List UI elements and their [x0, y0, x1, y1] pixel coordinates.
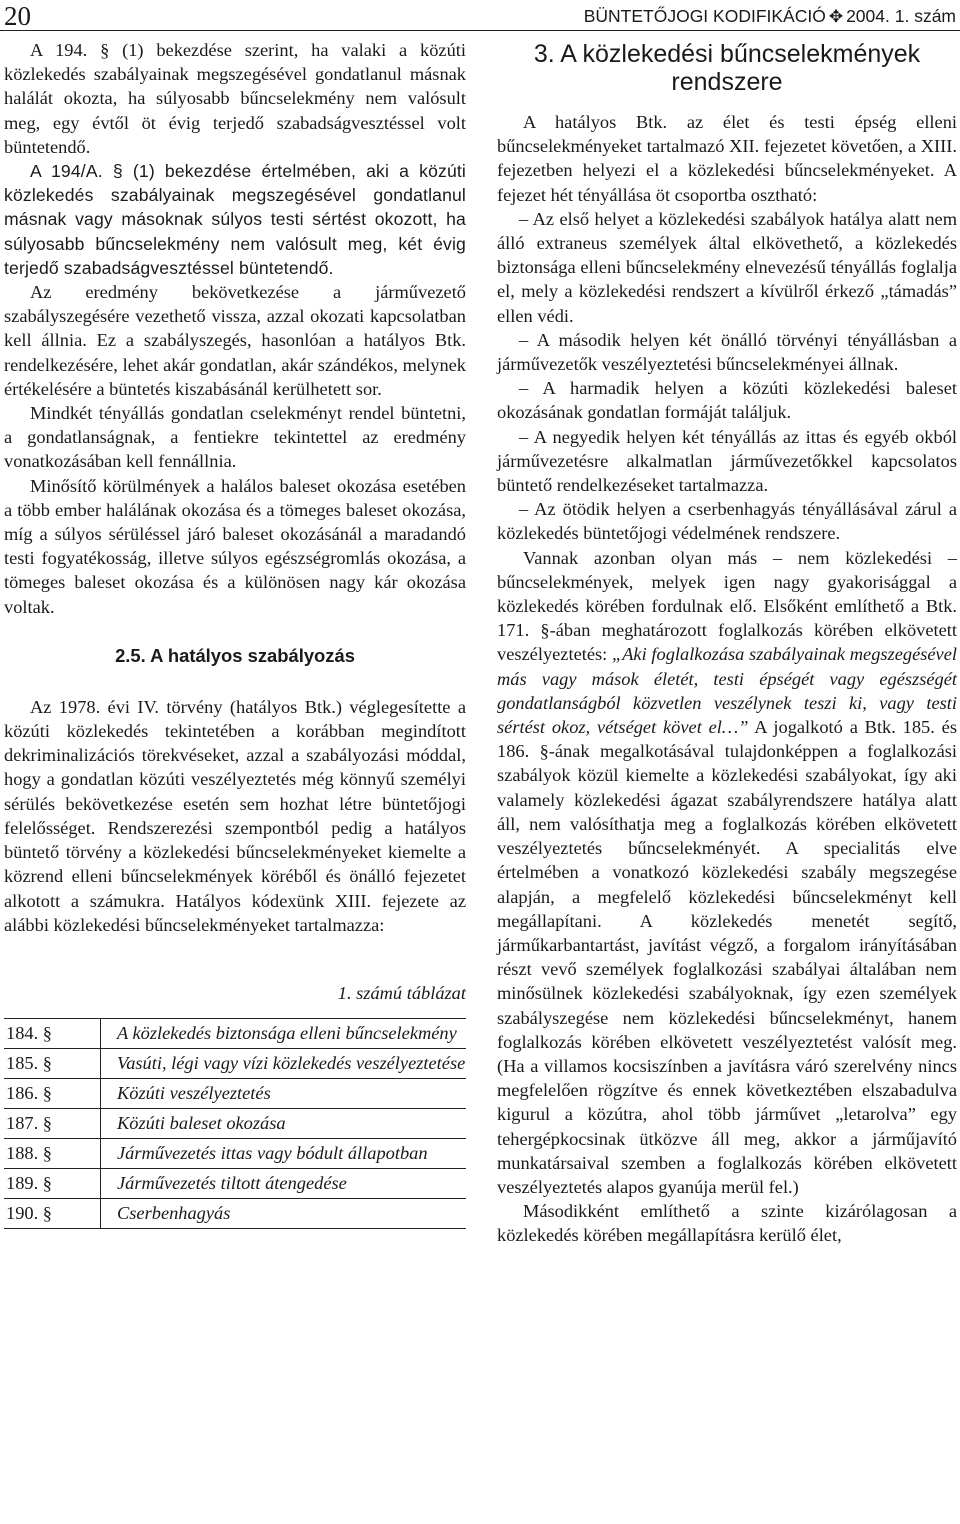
paragraph-194a: A 194/A. § (1) bekezdése értelmében, aki a közúti közlekedés szabályainak megszegésével gondatlanul másnak vagy másoknak súlyos testi sértést okozott, ha súlyosabb bűncselekmény nem valósult meg, két évig terjedő szabadságvesztéssel büntetendő. — [4, 161, 466, 278]
paragraph-structure: A hatályos Btk. az élet és testi épség elleni bűncselekményeket tartalmazó XII. fejezetet követően, a XIII. fejezetben helyezi el a közlekedési bűncselekményeket. A fejezet hét tényállása öt csoportba osztható: — [497, 112, 957, 205]
running-title-line — [584, 6, 956, 27]
list-item-fourth-group: – A negyedik helyen két tényállás az ittas és egyéb okból járművezetésre alkalmatlan járművezetőkkel kapcsolatos büntető rendelkezéseket tartalmazza. — [497, 426, 957, 496]
table-row — [4, 1108, 466, 1138]
table-row — [4, 1138, 466, 1168]
section-number: 187. § — [4, 1108, 101, 1138]
table-row — [4, 1048, 466, 1078]
paragraph-aggravating: Minősítő körülmények a halálos baleset okozása esetében a több ember halálának okozása és a tömeges baleset okozása, míg a súlyos sérüléssel járó baleset okozásánál a maradandó testi fogyatékosság, illetve súlyos egészségromlás okozása, a tömeges baleset okozása és a különösen nagy kár okozása voltak. — [4, 475, 466, 617]
list-item-second-group: – A második helyen két önálló törvényi tényállásban a járművezetők veszélyeztetési bűncselekményei állnak. — [497, 329, 957, 375]
chapter-heading: 3. A közlekedési bűncselekmények rendszere — [533, 40, 921, 96]
section-number: 190. § — [4, 1198, 101, 1228]
header-rule — [0, 30, 960, 31]
section-number: 184. § — [4, 1018, 101, 1048]
section-number: 188. § — [4, 1138, 101, 1168]
other-offences-intro: Vannak azonban olyan más – nem közlekedési – bűncselekmények, melyek igen nagy gyakorisággal a közlekedés körében fordulnak elő. Elsőként említhető a Btk. 171. §-ában meghatározott foglalkozás körében elkövetett veszélyeztetés: — [497, 547, 957, 665]
section-number: 186. § — [4, 1078, 101, 1108]
table-row — [4, 1078, 466, 1108]
left-column — [4, 38, 466, 1229]
page-number: 20 — [4, 1, 31, 31]
table-caption: 1. számú táblázat — [337, 982, 466, 1003]
offence-title: A közlekedés biztonsága elleni bűncselekmény — [101, 1018, 467, 1048]
paragraph-current-law: Az 1978. évi IV. törvény (hatályos Btk.) véglegesítette a közúti közlekedés tekintetében a korábban megindított dekriminalizációs törekvéseket, azzal a szabályozási móddal, hogy a gondatlan közúti veszélyeztetés még könnyű személyi sérülés bekövetkezése esetén sem hozhat létre büntetőjogi felelősséget. Rendszerezési szempontból pedig a hatályos büntető törvény a közlekedési bűncselekményeket kiemelte a közrend elleni bűncselekmények köréből és önálló fejezetet alkotott a számukra. Hatályos kódexünk XIII. fejezete az alábbi közlekedési bűncselekményeket tartalmazza: — [4, 696, 466, 935]
table-row — [4, 1168, 466, 1198]
list-item-first-group: – Az első helyet a közlekedési szabályok hatálya alatt nem álló extraneus személyek által elkövethető, a közlekedés biztonsága elleni bűncselekmény elnevezésű tényállás foglalja el, mely a közlekedési rendszert a kívülről érkező „támadás” ellen védi. — [497, 208, 957, 326]
offence-title: Cserbenhagyás — [101, 1198, 467, 1228]
offence-title: Közúti veszélyeztetés — [101, 1078, 467, 1108]
offences-table — [4, 1018, 466, 1229]
offence-title: Vasúti, légi vagy vízi közlekedés veszélyeztetése — [101, 1048, 467, 1078]
section-heading: 2.5. A hatályos szabályozás — [115, 644, 355, 666]
paragraph-other-offences — [497, 546, 957, 1199]
section-number: 189. § — [4, 1168, 101, 1198]
right-column — [497, 38, 957, 1248]
other-offences-body: A jogalkotó a Btk. 185. és 186. §-ának megalkotásával tulajdonképpen a foglalkozási szabályok közül kiemelte a közlekedési szabályokat, így aki valamely közlekedési ágazat szabályrendszere hatálya alatt áll, nem valósíthatja meg a foglalkozás körében elkövetett veszélyeztetés bűncselekményét. A specialitás elve értelmében a vonatkozó közlekedési szabály megszegése alapján, a megfelelő közlekedési bűncselekményt kell megállapítani. A közlekedés menetét segítő, járműkarbantartást, javítást végző, a forgalom irányításában részt vevő személyek foglalkozási szabályai általában nem minősülnek közlekedési szabályoknak, így ezen személyek szabályszegése nem közlekedési bűncselekményt, hanem foglalkozás körében elkövetett veszélyeztetést valósít meg. (Ha a villamos kocsiszínben a javításra váró szerelvény nincs megfelelően rögzítve és ennek következtében elszabadulva kigurul a közútra, ahol több járművet „letarolva” egy tehergépkocsinak ütközve áll meg, akkor a járműjavító munkatársaival szemben a foglalkozás körében elkövetett veszélyeztetés alapos gyanúja merül fel.) — [497, 717, 957, 1197]
list-item-fifth-group: – Az ötödik helyen a cserbenhagyás tényállásával zárul a közlekedés büntetőjogi védelmének rendszere. — [497, 499, 957, 544]
running-header — [0, 0, 960, 30]
table-row — [4, 1198, 466, 1228]
issue-label: 2004. 1. szám — [846, 6, 956, 26]
ornament-icon: ✥ — [828, 7, 844, 27]
paragraph-194: A 194. § (1) bekezdése szerint, ha valaki a közúti közlekedés szabályainak megszegésével gondatlanul másnak halálát okozta, ha súlyosabb bűncselekmény nem valósult meg, egy évtől öt évig terjedő szabadságvesztéssel volt büntetendő. — [4, 40, 466, 157]
quoted-statute: „Aki foglalkozása szabályainak megszegésével más vagy mások életét, testi épségét vagy egészségét gondatlanságból közvetlen veszélynek teszi ki, vagy testi sértést okoz, vétséget követ el…” — [497, 644, 957, 738]
paragraph-causation: Az eredmény bekövetkezése a járművezető szabályszegésére vezethető vissza, azzal okozati kapcsolatban kell állnia. Ez a szabályszegés, hasonlóan a hatályos Btk. rendelkezésére, lehet akár gondatlan, akár szándékos, melynek értékelésére a büntetés kiszabásánál kerülhetett sor. — [4, 282, 466, 399]
offence-title: Járművezetés tiltott átengedése — [101, 1168, 467, 1198]
offence-title: Közúti baleset okozása — [101, 1108, 467, 1138]
list-item-third-group: – A harmadik helyen a közúti közlekedési baleset okozásának gondatlan formáját találjuk. — [497, 378, 957, 423]
paragraph-second-example: Másodikként említhető a szinte kizárólagosan a közlekedés körében megállapításra kerülő élet, — [497, 1201, 957, 1246]
paragraph-negligence: Mindkét tényállás gondatlan cselekményt rendel büntetni, a gondatlanságnak, a fentiekre tekintettel az eredmény vonatkozásában kell fennállnia. — [4, 403, 466, 472]
offences-table-body — [4, 1018, 466, 1228]
table-row — [4, 1018, 466, 1048]
section-number: 185. § — [4, 1048, 101, 1078]
offence-title: Járművezetés ittas vagy bódult állapotban — [101, 1138, 467, 1168]
running-title: BÜNTETŐJOGI KODIFIKÁCIÓ — [583, 6, 826, 26]
